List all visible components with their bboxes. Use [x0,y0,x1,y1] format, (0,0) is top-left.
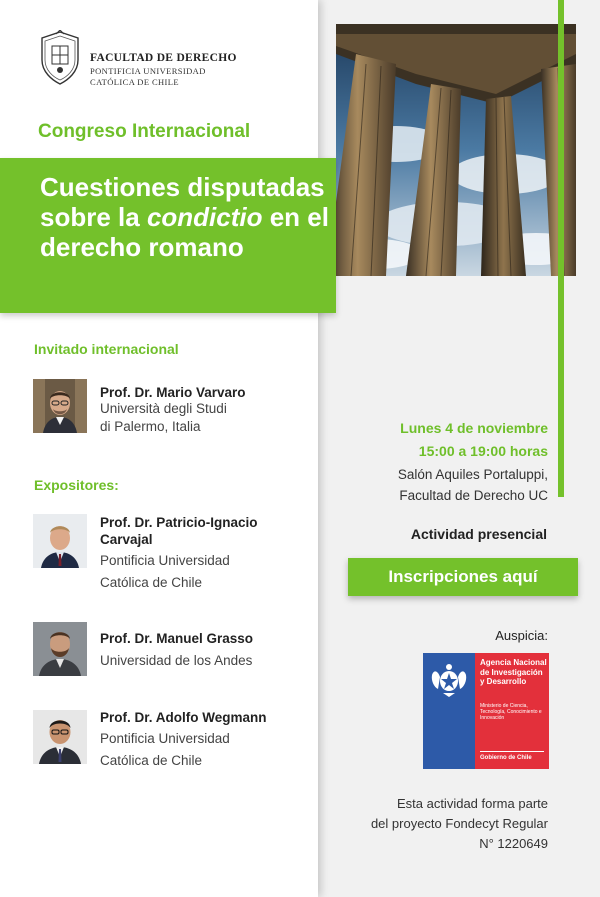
fondecyt-line3: N° 1220649 [479,836,548,851]
decorative-green-line [558,0,564,497]
speaker-photo [33,514,87,568]
columns-photo [336,24,576,276]
anid-ministry: Ministerio de Ciencia, Tecnología, Conocimiento e Innovación [480,703,542,721]
speaker-photo [33,710,87,764]
speakers-section-label: Expositores: [34,477,119,493]
guest-affiliation-line2: di Palermo, Italia [100,419,201,434]
speaker-affiliation-line2: Católica de Chile [100,753,203,768]
modality-label: Actividad presencial [410,526,547,542]
speaker-affiliation-line1: Universidad de los Andes [100,653,253,668]
event-title-italic: condictio [146,202,263,232]
fondecyt-line1: Esta actividad forma parte [396,796,548,811]
anid-logo[interactable] [423,653,549,769]
speaker-name-line1: Prof. Dr. Manuel Grasso [100,631,254,646]
guest-section-label: Invitado internacional [34,341,179,357]
uc-seal-icon [38,30,82,86]
event-place-line1: Salón Aquiles Portaluppi, [397,467,548,482]
speaker-name-line1: Prof. Dr. Adolfo Wegmann [100,710,267,725]
faculty-name: FACULTAD DE DERECHO [90,52,237,64]
anid-divider [480,751,544,752]
fondecyt-line2: del proyecto Fondecyt Regular [370,816,548,831]
event-kicker: Congreso Internacional [38,121,251,142]
speaker-affiliation-line2: Católica de Chile [100,575,203,590]
guest-photo [33,379,87,433]
guest-affiliation-line1: Università degli Studi [100,401,227,416]
guest-name: Prof. Dr. Mario Varvaro [100,385,246,400]
register-button[interactable] [348,558,578,596]
speaker-affiliation-line1: Pontificia Universidad [100,553,230,568]
anid-title: Agencia Nacional de Investigación y Desarrollo [480,658,547,686]
university-name-line2: CATÓLICA DE CHILE [90,77,179,87]
fondecyt-note [330,794,548,854]
speaker-name-line1: Prof. Dr. Patricio-Ignacio [100,515,258,530]
sponsor-label: Auspicia: [495,628,548,643]
anid-government: Gobierno de Chile [480,755,532,761]
event-time: 15:00 a 19:00 horas [418,443,548,459]
event-date: Lunes 4 de noviembre [400,420,548,436]
speaker-affiliation-line1: Pontificia Universidad [100,731,230,746]
event-title: Cuestiones disputadas sobre la condictio en el derecho romano [40,172,329,262]
chile-coat-of-arms-icon [428,659,470,699]
register-button-label: Inscripciones aquí [388,567,538,586]
speaker-photo [33,622,87,676]
university-name-line1: PONTIFICIA UNIVERSIDAD [90,66,206,76]
speaker-name-line2: Carvajal [100,532,153,547]
event-place-line2: Facultad de Derecho UC [399,488,548,503]
